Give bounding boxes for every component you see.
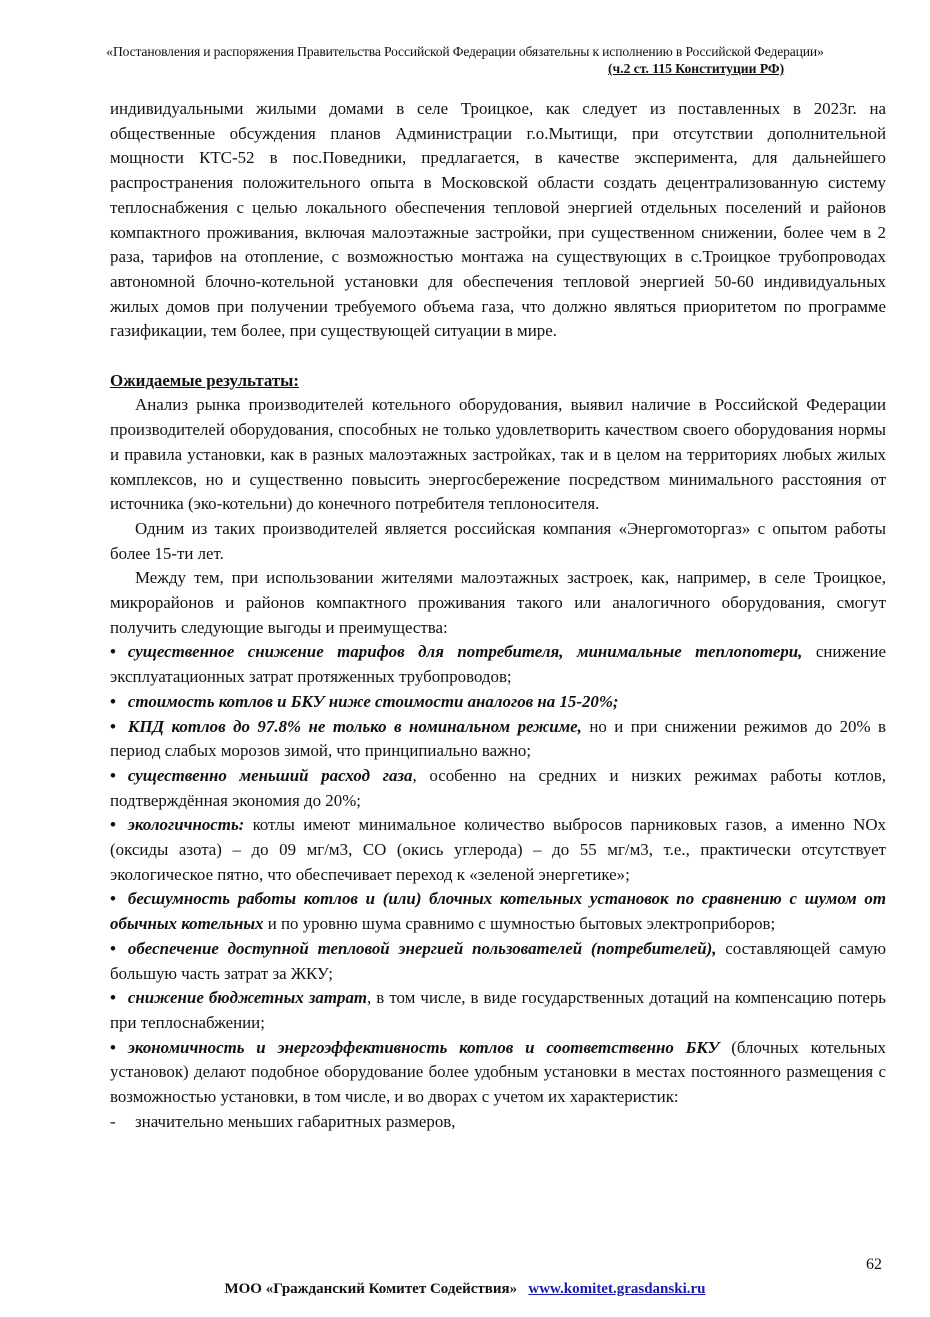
list-item-emphasis: стоимость котлов и БКУ ниже стоимости аналогов на 15-20%; bbox=[127, 691, 619, 711]
list-item bbox=[110, 1036, 886, 1110]
list-item-emphasis: существенное снижение тарифов для потребителя, минимальные теплопотери, bbox=[127, 642, 803, 662]
document-body bbox=[110, 97, 886, 1135]
page-footer bbox=[0, 1281, 930, 1298]
list-item-text: , в том числе, в виде государственных дотаций на компенсацию потерь при теплоснабжении; bbox=[110, 988, 886, 1032]
list-item-emphasis: экономичность и энергоэффективность котлов и соответственно БКУ bbox=[127, 1037, 720, 1057]
list-item bbox=[110, 986, 886, 1035]
manufacturer-paragraph: Одним из таких производителей является российская компания «Энергомоторгаз» с опытом работы более 15-ти лет. bbox=[110, 518, 886, 563]
list-item-emphasis: КПД котлов до 97.8% не только в номинальном режиме, bbox=[127, 716, 582, 736]
list-item bbox=[110, 937, 886, 986]
list-item-emphasis: существенно меньший расход газа bbox=[127, 765, 413, 785]
dash-list-item: - значительно меньших габаритных размеров, bbox=[110, 1110, 886, 1135]
benefits-list bbox=[110, 640, 886, 1109]
list-item bbox=[110, 887, 886, 936]
page-header-citation: (ч.2 ст. 115 Конституции РФ) bbox=[608, 61, 785, 76]
list-item-emphasis: снижение бюджетных затрат bbox=[127, 988, 368, 1008]
footer-organization: МОО «Гражданский Комитет Содействия» bbox=[224, 1281, 518, 1297]
list-item-emphasis: экологичность: bbox=[127, 815, 245, 835]
list-item-emphasis: обеспечение доступной тепловой энергией пользователей (потребителей), bbox=[127, 938, 717, 958]
page-header-title: «Постановления и распоряжения Правительства Российской Федерации обязательны к исполнению в Российской Федерации» bbox=[106, 44, 824, 59]
intro-paragraph: индивидуальными жилыми домами в селе Троицкое, как следует из поставленных в 2023г. на общественные обсуждения планов Администрации г.о.Мытищи, при отсутствии дополнительной мощности КТС-52 в пос.Поведники, предлагается, в качестве эксперимента, для дальнейшего распространения положительного опыта в Московской области создать децентрализованную систему теплоснабжения с целью локального обеспечения тепловой энергией отдельных поселений и районов компактного проживания, включая малоэтажные застройки, при существенном снижении, более чем в 2 раза, тарифов на отопление, с возможностью монтажа на существующих в с.Троицкое трубопроводах автономной блочно-котельной установки для обеспечения тепловой энергией 50-60 индивидуальных жилых домов при получении требуемого объема газа, что должно являться приоритетом по программе газификации, тем более, при существующей ситуации в мире. bbox=[110, 99, 886, 341]
list-item-text: снижение эксплуатационных затрат протяженных трубопроводов; bbox=[110, 642, 886, 687]
list-item-text: составляющей самую большую часть затрат за ЖКУ; bbox=[110, 938, 887, 983]
list-item-text: (блочных котельных установок) делают подобное оборудование более удобным установки в местах постоянного размещения с возможностью установки, в том числе, и во дворах с учетом их характеристик: bbox=[110, 1037, 887, 1107]
list-item-text: и по уровню шума сравнимо с шумностью бытовых электроприборов; bbox=[263, 914, 776, 934]
list-item-text: , особенно на средних и низких режимах работы котлов, подтверждённая экономия до 20%; bbox=[110, 765, 887, 810]
list-item bbox=[110, 813, 886, 887]
list-item bbox=[110, 764, 886, 813]
list-item bbox=[110, 715, 886, 764]
section-heading: Ожидаемые результаты: bbox=[110, 370, 299, 390]
list-item-text: но и при снижении режимов до 20% в период слабых морозов зимой, что принципиально важно; bbox=[110, 716, 886, 761]
footer-website-link[interactable]: www.komitet.grasdanski.ru bbox=[528, 1281, 706, 1297]
list-item-emphasis: бесшумность работы котлов и (или) блочных котельных установок по сравнению с шумом от обычных котельных bbox=[110, 889, 886, 934]
list-item-text: котлы имеют минимальное количество выбросов парниковых газов, а именно NOx (оксиды азота) – до 09 мг/м3, СО (окись углерода) – до 55 мг/м3, т.е., практически отсутствует экологическое пятно, что обеспечивает переход к «зеленой энергетике»; bbox=[110, 815, 886, 884]
benefits-intro-paragraph: Между тем, при использовании жителями малоэтажных застроек, как, например, в селе Троицкое, микрорайонов и районов компактного проживания такого или аналогичного оборудования, смогут получить следующие выгоды и преимущества: bbox=[110, 568, 886, 637]
analysis-paragraph: Анализ рынка производителей котельного оборудования, выявил наличие в Российской Федерации производителей оборудования, способных не только удовлетворить качеством своего оборудования нормы и правила установки, как в разных малоэтажных застройках, так и в целом на территориях любых жилых комплексов, но и существенно повысить энергосбережение посредством минимального расстояния от источника (эко-котельни) до конечного потребителя теплоносителя. bbox=[110, 395, 886, 514]
list-item bbox=[110, 640, 886, 689]
list-item bbox=[110, 690, 886, 715]
paragraph-spacer bbox=[110, 344, 886, 369]
page-number: 62 bbox=[866, 1256, 882, 1273]
